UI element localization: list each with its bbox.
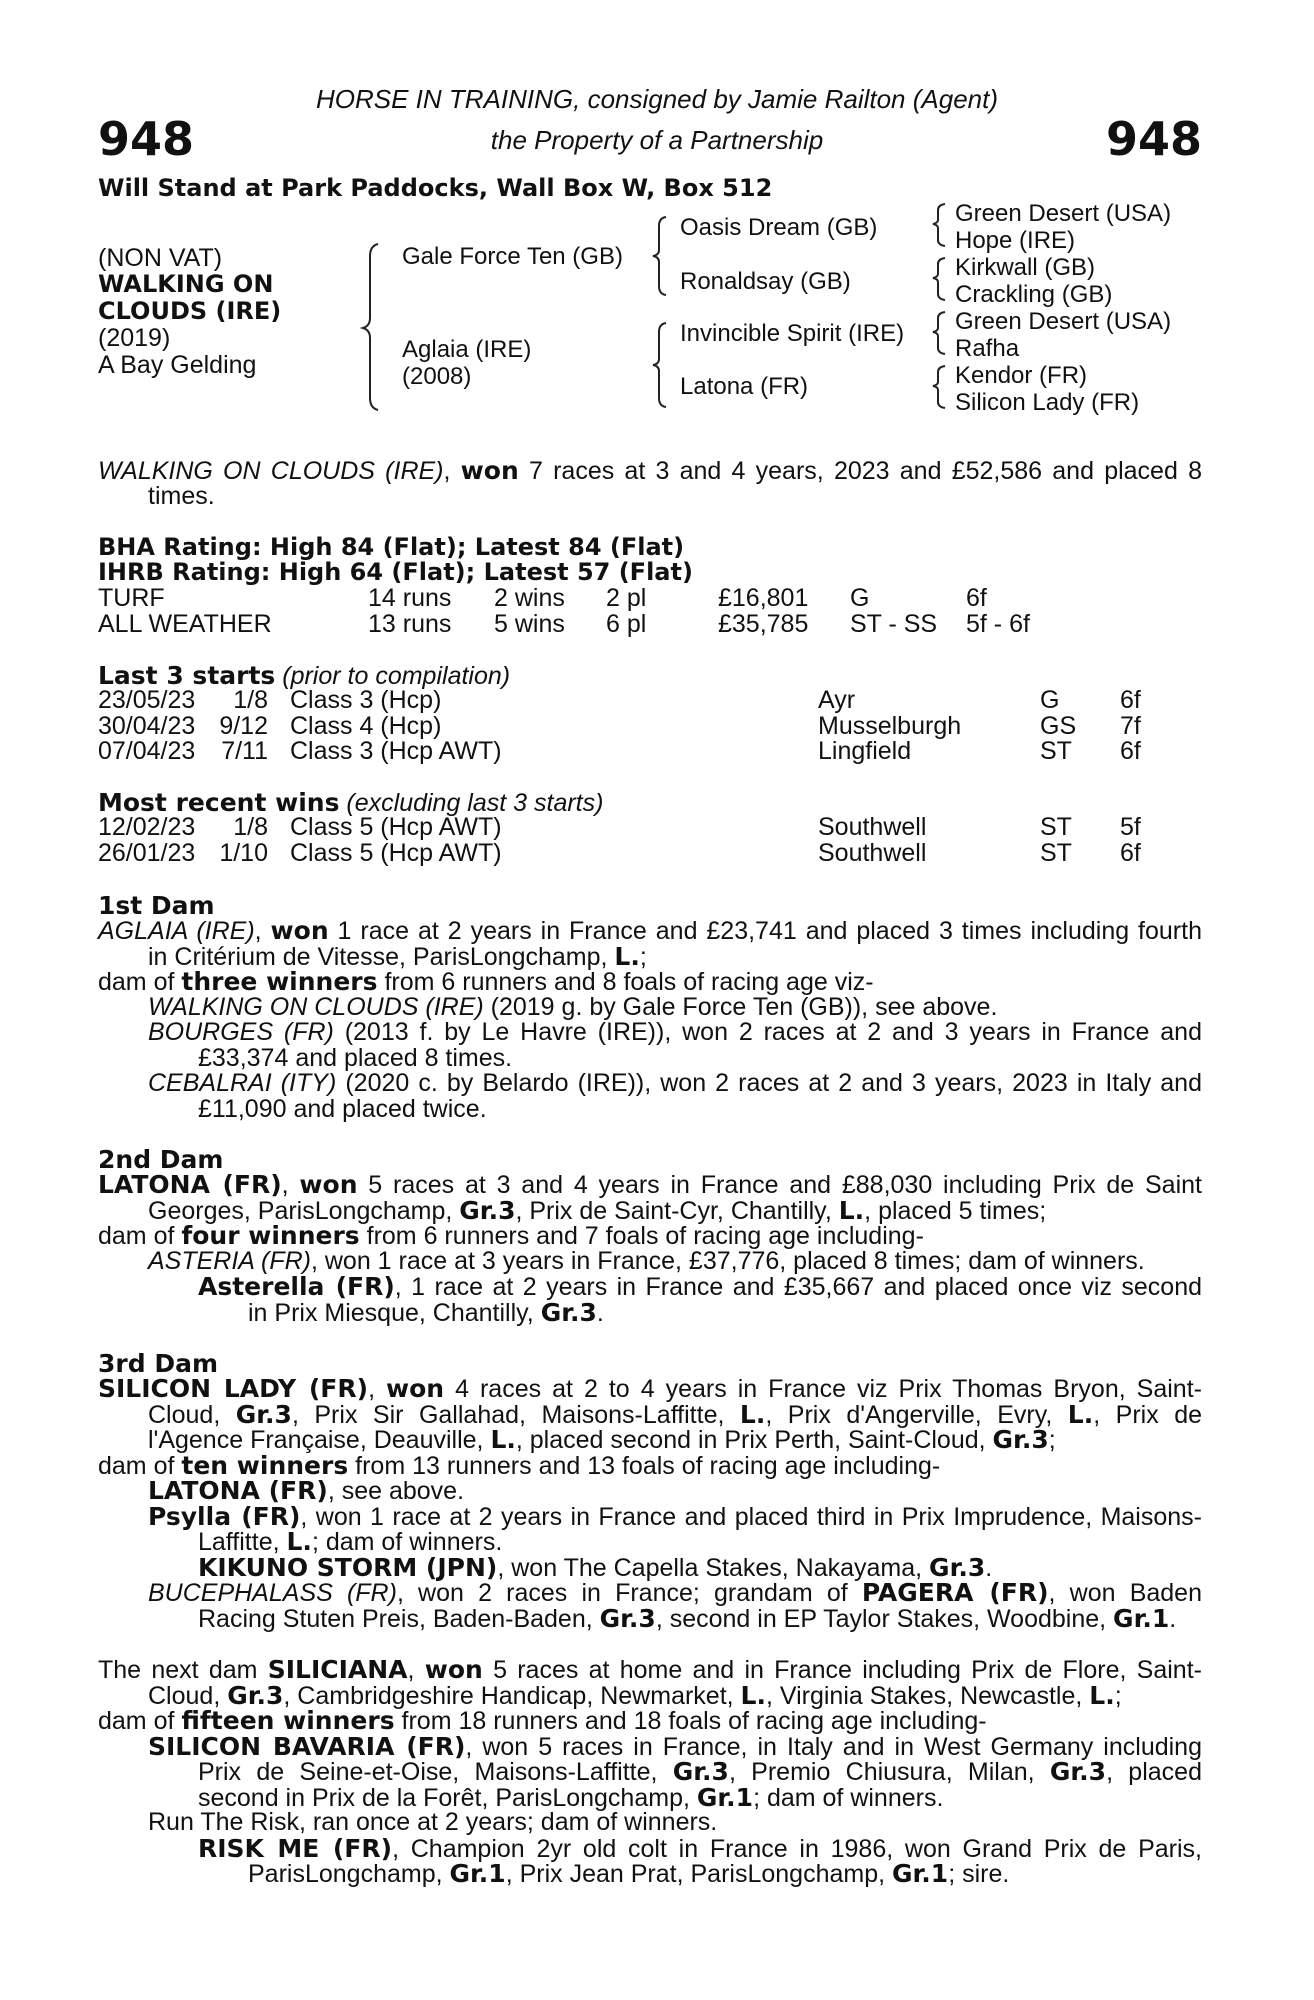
dam2-line: Asterella (FR), 1 race at 2 years in France and £35,667 and placed once viz second [198,1272,1203,1301]
dam1-line: £33,374 and placed 8 times. [198,1043,513,1072]
dam3-line: Racing Stuten Preis, Baden-Baden, Gr.3, second in EP Taylor Stakes, Woodbine, Gr.1. [198,1603,1177,1633]
ggs-4: Crackling (GB) [955,281,1113,308]
pedigree-braces-grand [930,200,952,420]
nextdam-line: Prix de Seine-et-Oise, Maisons-Laffitte, Gr.3, Premio Chiusura, Milan, Gr.3, placed [198,1757,1202,1786]
race-going: ST [1040,813,1072,841]
dam1-line: CEBALRAI (ITY) (2020 c. by Belardo (IRE)), won 2 races at 2 and 3 years, 2023 in Italy and [148,1069,1202,1097]
race-course: Ayr [818,686,856,714]
race-class: Class 5 (Hcp AWT) [290,813,502,841]
ggs-5: Green Desert (USA) [955,308,1172,335]
ggs-8: Silicon Lady (FR) [955,389,1140,416]
dam3-line: KIKUNO STORM (JPN), won The Capella Stakes, Nakayama, Gr.3. [198,1552,993,1582]
going: G [850,584,870,612]
race-distance: 6f [1120,838,1141,867]
sire: Gale Force Ten (GB) [402,243,623,270]
nextdam-line: dam of fifteen winners from 18 runners and 18 foals of racing age including- [98,1706,987,1735]
next-dam-text [98,1657,1202,1887]
ggs-7: Kendor (FR) [955,362,1088,389]
race-course: Musselburgh [818,711,962,740]
dam3-line: BUCEPHALASS (FR), won 2 races in France; grandam of PAGERA (FR), won Baden [148,1578,1202,1607]
places: 2 pl [606,584,647,612]
race-date: 26/01/23 [98,838,196,867]
vat-status: (NON VAT) [98,244,223,272]
surface: TURF [98,584,165,612]
earnings: £16,801 [718,584,809,612]
earnings: £35,785 [718,610,809,638]
race-date: 23/05/23 [98,686,196,714]
nextdam-line: Cloud, Gr.3, Cambridgeshire Handicap, Newmarket, L., Virginia Stakes, Newcastle, L.; [148,1680,1122,1710]
dam1-line: BOURGES (FR) (2013 f. by Le Havre (IRE)), won 2 races at 2 and 3 years in France and [148,1018,1202,1046]
property-line: the Property of a Partnership [490,125,824,155]
dam3-text [98,1376,1202,1631]
going: ST - SS [850,610,938,638]
dam2-line: Georges, ParisLongchamp, Gr.3, Prix de Saint-Cyr, Chantilly, L., placed 5 times; [148,1195,1047,1225]
last3-note: (prior to compilation) [282,662,511,690]
summary-text: 7 races at 3 and 4 years, 2023 and £52,586 and placed 8 [528,457,1202,485]
dam3-line: Cloud, Gr.3, Prix Sir Gallahad, Maisons-Laffitte, L., Prix d'Angerville, Evry, L., Prix de [148,1399,1203,1429]
ggs-6: Rafha [955,335,1020,362]
dam3-line: SILICON LADY (FR), won 4 races at 2 to 4 years in France viz Prix Thomas Bryon, Saint- [98,1374,1202,1403]
pedigree-brace-sire [650,214,674,298]
dam-sire: Invincible Spirit (IRE) [680,320,905,347]
bha-rating: BHA Rating: High 84 (Flat); Latest 84 (Flat) [98,533,685,561]
dam2-line: dam of four winners from 6 runners and 7 foals of racing age including- [98,1221,924,1250]
race-position: 7/11 [221,737,268,765]
summary-name: WALKING ON CLOUDS (IRE) [98,457,444,485]
nextdam-line: Run The Risk, ran once at 2 years; dam of winners. [148,1808,718,1836]
dam3-line: LATONA (FR), see above. [148,1476,465,1505]
horse-description: A Bay Gelding [98,351,257,379]
race-position: 1/10 [219,838,268,867]
horse-name-2: CLOUDS (IRE) [98,297,282,325]
race-position: 1/8 [233,686,268,714]
race-going: GS [1040,711,1077,740]
race-summary: WALKING ON CLOUDS (IRE), won 7 races at 3 and 4 years, 2023 and £52,586 and placed 8 times. [98,456,1202,510]
recent-note: (excluding last 3 starts) [346,789,604,817]
race-distance: 7f [1120,711,1141,740]
dam3-line: dam of ten winners from 13 runners and 13 foals of racing age including- [98,1450,941,1480]
nextdam-line: The next dam SILICIANA, won 5 races at home and in France including Prix de Flore, Saint- [98,1655,1202,1684]
race-date: 12/02/23 [98,813,196,841]
lot-number-left: 948 [98,112,195,166]
nextdam-line: SILICON BAVARIA (FR), won 5 races in France, in Italy and in West Germany including [148,1731,1202,1761]
nextdam-line: second in Prix de la Forêt, ParisLongchamp, Gr.1; dam of winners. [198,1782,944,1812]
location-line: Will Stand at Park Paddocks, Wall Box W, Box 512 [98,174,773,202]
wins: 2 wins [494,584,565,612]
dam1-heading: 1st Dam [98,891,215,920]
horse-year: (2019) [98,324,171,352]
pedigree-brace-dam [650,320,674,410]
race-position: 9/12 [219,711,268,740]
race-class: Class 3 (Hcp AWT) [290,737,502,765]
dam1-line: dam of three winners from 6 runners and 8 foals of racing age viz- [98,967,874,996]
last3-title: Last 3 starts [98,661,276,690]
dam3-heading: 3rd Dam [98,1349,218,1378]
distance: 6f [966,584,987,612]
sire-sire: Oasis Dream (GB) [680,214,878,241]
dam-year: (2008) [402,363,472,390]
race-distance: 6f [1120,737,1141,765]
race-course: Southwell [818,838,927,867]
race-course: Southwell [818,813,927,841]
ggs-2: Hope (IRE) [955,227,1076,254]
dam: Aglaia (IRE) [402,336,532,363]
runs: 14 runs [368,584,452,612]
lot-number-right: 948 [1105,112,1202,166]
dam1-line: WALKING ON CLOUDS (IRE) (2019 g. by Gale Force Ten (GB)), see above. [148,992,998,1021]
dam3-line: Psylla (FR), won 1 race at 2 years in France and placed third in Prix Imprudence, Maisons- [148,1501,1202,1531]
race-going: G [1040,686,1060,714]
race-going: ST [1040,838,1072,867]
wins: 5 wins [494,610,565,638]
sire-dam: Ronaldsay (GB) [680,268,851,295]
dam2-text [98,1172,1202,1325]
ihrb-rating: IHRB Rating: High 64 (Flat); Latest 57 (Flat) [98,558,693,586]
consignor-line: HORSE IN TRAINING, consigned by Jamie Railton (Agent) [315,84,999,114]
dam2-heading: 2nd Dam [98,1145,224,1174]
race-distance: 5f [1120,813,1141,841]
dam1-line: AGLAIA (IRE), won 1 race at 2 years in France and £23,741 and placed 3 times including fourth [98,916,1202,945]
dam1-line: in Critérium de Vitesse, ParisLongchamp, L.; [148,941,647,971]
dam-dam: Latona (FR) [680,373,809,400]
summary-won: won [460,456,519,485]
dam2-line: ASTERIA (FR), won 1 race at 3 years in France, £37,776, placed 8 times; dam of winners. [148,1246,1145,1275]
surface: ALL WEATHER [98,610,272,638]
recent-title: Most recent wins [98,788,340,817]
runs: 13 runs [368,610,452,638]
race-date: 30/04/23 [98,711,196,740]
ggs-3: Kirkwall (GB) [955,254,1096,281]
dam1-text [98,918,1202,1122]
pedigree-brace-main [360,240,390,415]
nextdam-line: RISK ME (FR), Champion 2yr old colt in France in 1986, won Grand Prix de Paris, [198,1833,1202,1863]
ggs-1: Green Desert (USA) [955,200,1172,227]
race-distance: 6f [1120,686,1141,714]
race-course: Lingfield [818,737,912,765]
dam2-line: LATONA (FR), won 5 races at 3 and 4 years in France and £88,030 including Prix de Saint [98,1170,1202,1199]
dam3-line: l'Agence Française, Deauville, L., placed second in Prix Perth, Saint-Cloud, Gr.3; [148,1425,1056,1454]
race-going: ST [1040,737,1072,765]
race-class: Class 5 (Hcp AWT) [290,838,502,867]
race-class: Class 4 (Hcp) [290,711,442,740]
race-position: 1/8 [233,813,268,841]
summary-text-2: times. [148,481,215,510]
race-class: Class 3 (Hcp) [290,686,442,714]
nextdam-line: ParisLongchamp, Gr.1, Prix Jean Prat, ParisLongchamp, Gr.1; sire. [248,1859,1010,1888]
distance: 5f - 6f [966,610,1030,638]
dam2-line: in Prix Miesque, Chantilly, Gr.3. [248,1297,604,1327]
places: 6 pl [606,610,647,638]
horse-name-1: WALKING ON [98,270,274,298]
race-date: 07/04/23 [98,737,196,765]
dam3-line: Laffitte, L.; dam of winners. [198,1527,503,1556]
dam1-line: £11,090 and placed twice. [198,1094,487,1123]
